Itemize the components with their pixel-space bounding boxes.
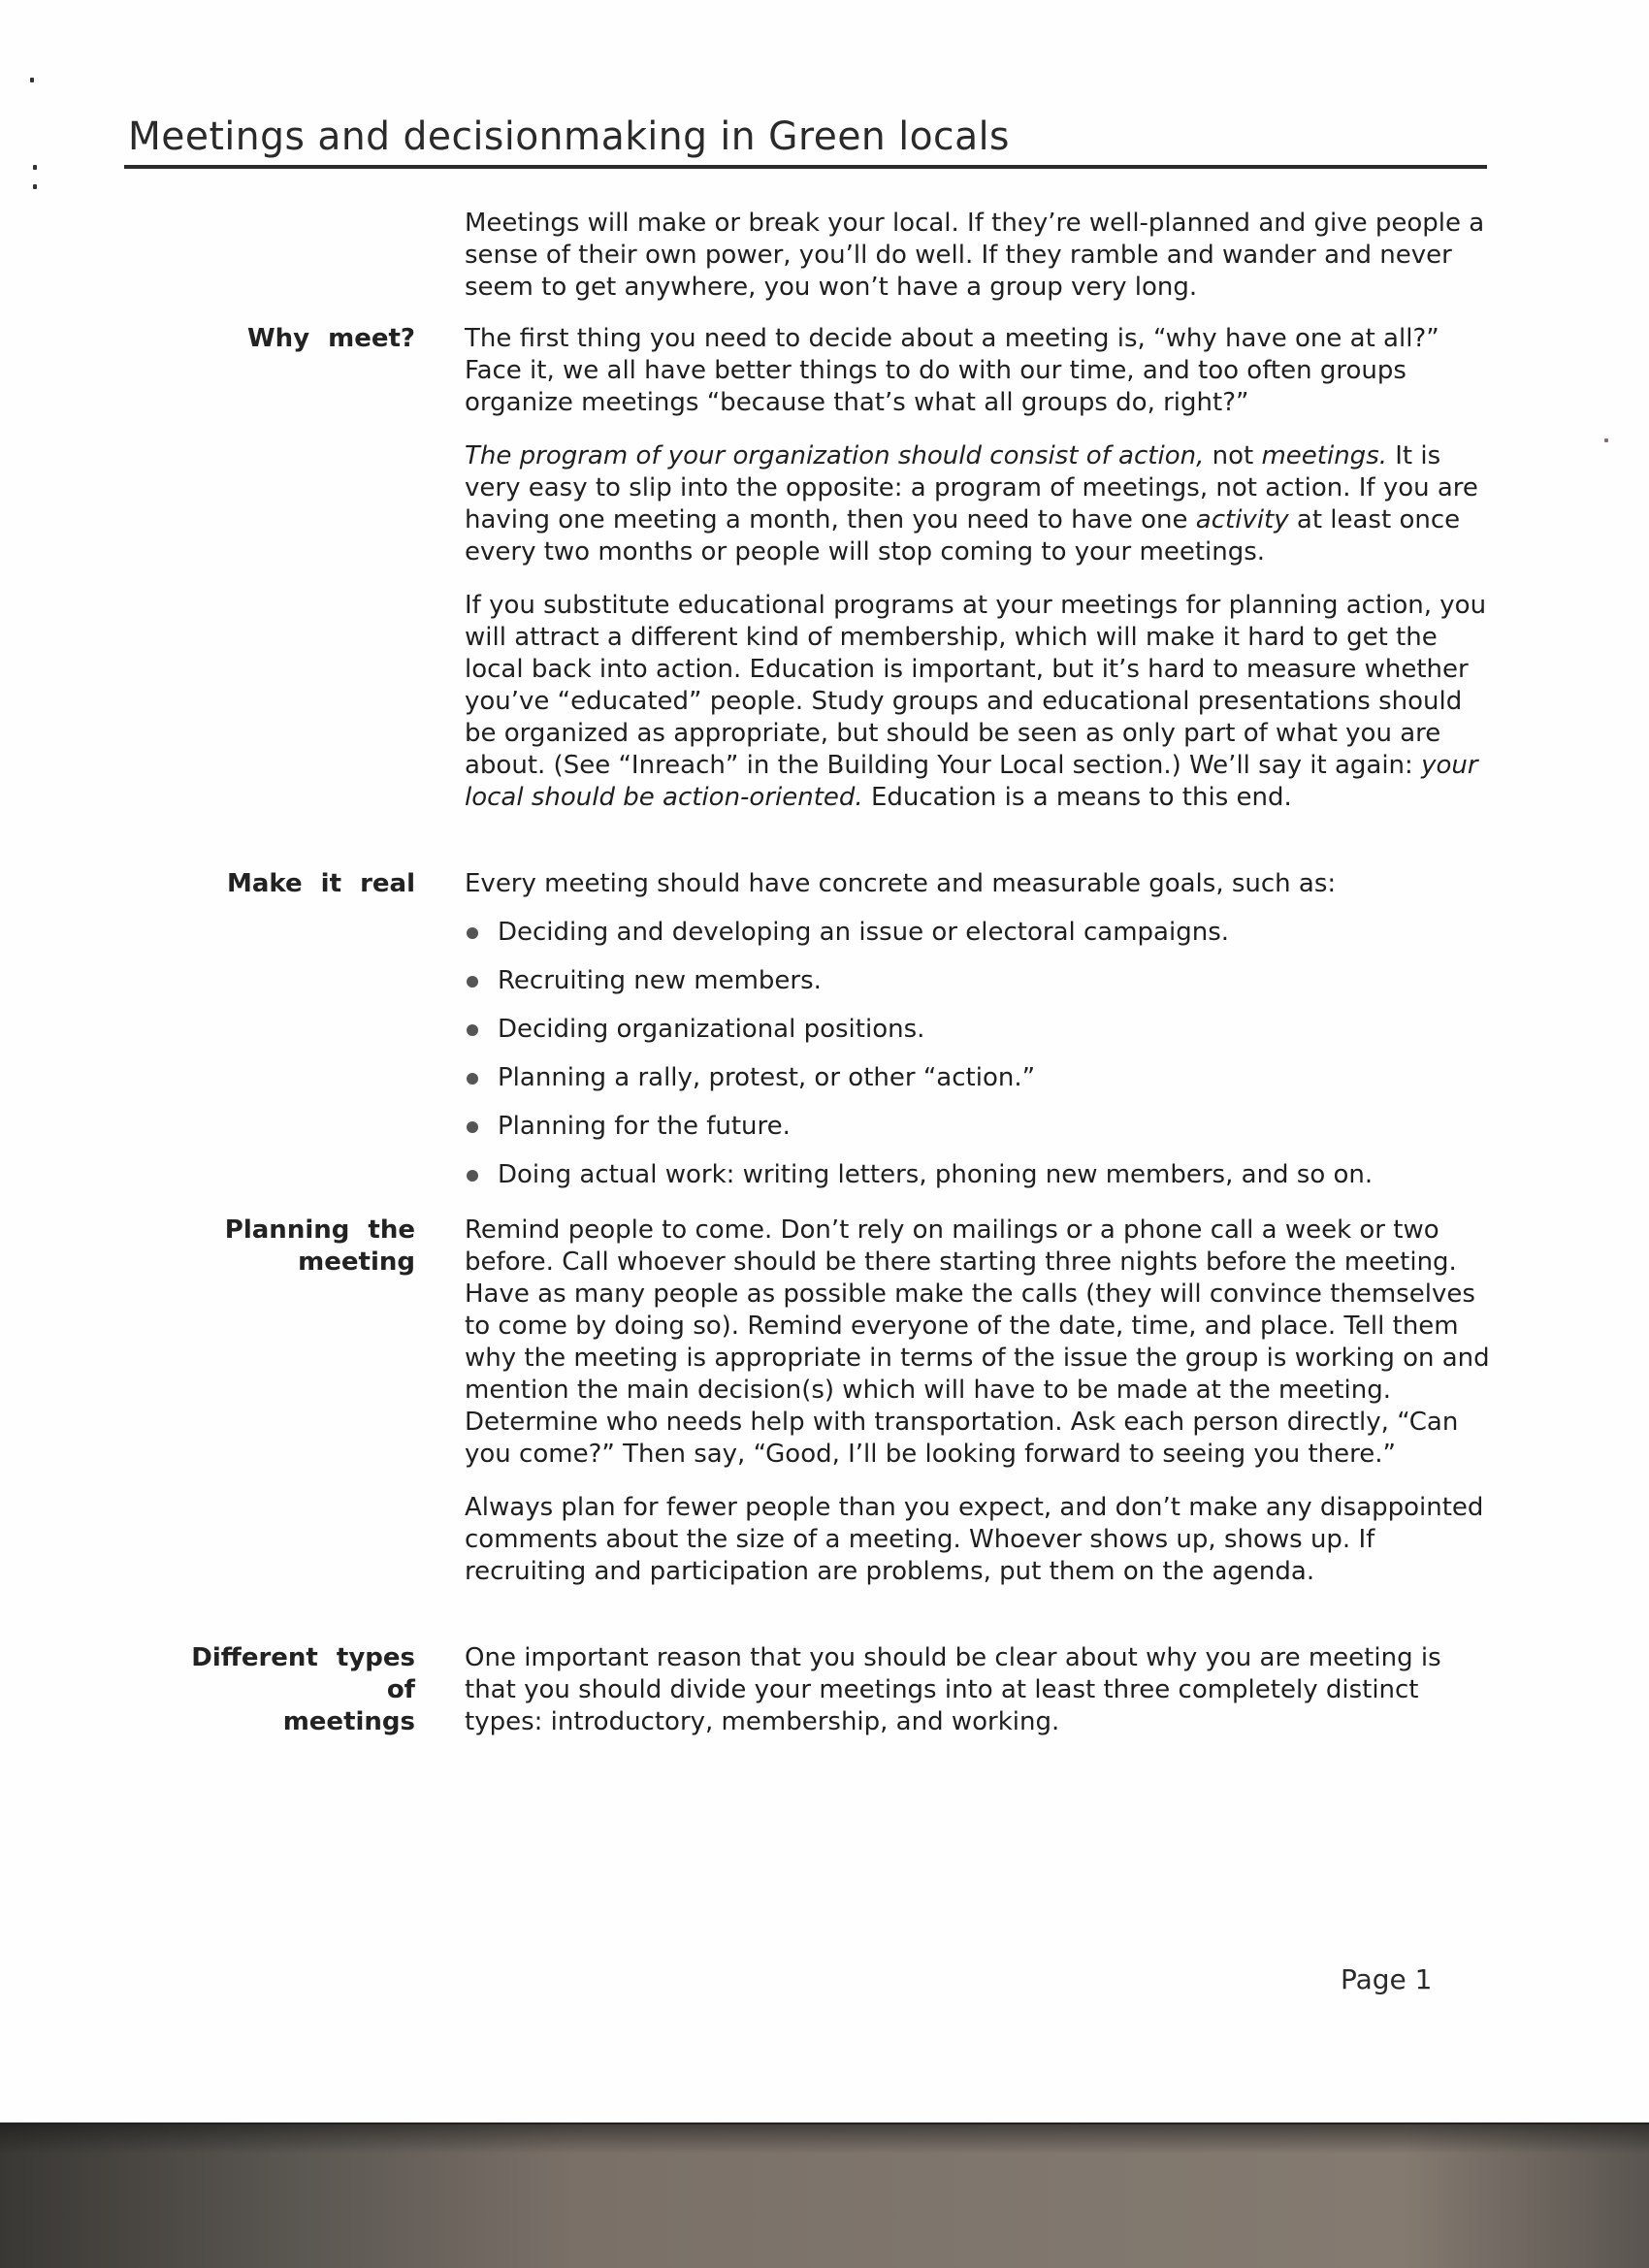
bullet-icon: [467, 1170, 478, 1182]
section-body: [465, 868, 1493, 1208]
bullet-icon: [467, 1073, 478, 1085]
paragraph: Always plan for fewer people than you expect, and don’t make any disappointed comments about the size of a meeting. Whoever shows up, shows up. If recruiting and participation are problems, put them on the agenda.: [465, 1493, 1484, 1586]
scan-speck: [33, 165, 37, 170]
section-heading: Make it real: [226, 869, 415, 898]
list-item: [465, 965, 1493, 997]
section-heading-line: Planning the: [224, 1215, 415, 1245]
bullet-icon: [467, 976, 478, 988]
paragraph: Every meeting should have concrete and measurable goals, such as:: [465, 869, 1337, 898]
scan-speck: [1604, 438, 1608, 442]
bullet-icon: [467, 1024, 478, 1036]
intro-body: [465, 208, 1493, 325]
paragraph-text: at least once every two months or people will stop coming to your meetings.: [465, 505, 1461, 567]
paragraph: One important reason that you should be clear about why you are meeting is that you should divide your meetings into at least three completely distinct types: introductory, membership, and working.: [465, 1643, 1441, 1736]
section-body: [465, 1215, 1493, 1609]
emphasis-text: your local should be action-oriented.: [465, 751, 1478, 812]
list-item-text: Doing actual work: writing letters, phoning new members, and so on.: [498, 1160, 1374, 1189]
paragraph: [465, 590, 1493, 814]
paragraph: Remind people to come. Don’t rely on mailings or a phone call a week or two before. Call whoever should be there starting three nights before the meeting. Have as many people as possible make the calls (they will convince themselves to come by doing so). Remind everyone of the date, time, and place. Tell them why the meeting is appropriate in terms of the issue the group is working on and mention the main decision(s) which will have to be made at the meeting. Determine who needs help with transportation. Ask each person directly, “Can you come?” Then say, “Good, I’ll be looking forward to seeing you there.”: [465, 1215, 1490, 1469]
list-item-text: Planning a rally, protest, or other “action.”: [498, 1063, 1036, 1092]
scanner-background: [0, 2124, 1649, 2268]
list-item: [465, 917, 1493, 949]
intro-paragraph: Meetings will make or break your local. If they’re well-planned and give people a sense of their own power, you’ll do well. If they ramble and wander and never seem to get anywhere, you won’t have a group very long.: [465, 209, 1485, 302]
paragraph-text: not: [1204, 441, 1262, 470]
list-item-text: Recruiting new members.: [498, 966, 822, 995]
list-item: [465, 1014, 1493, 1046]
paragraph-text: It is very easy to slip into the opposite: a program of meetings, not action. If you are having one meeting a month, then you need to have one: [465, 441, 1478, 535]
list-item-text: Deciding organizational positions.: [498, 1015, 925, 1044]
title-divider: [124, 165, 1487, 169]
section-heading-line: Different types of: [191, 1643, 415, 1704]
paragraph-text: Education is a means to this end.: [862, 783, 1292, 812]
section-body: [465, 323, 1493, 835]
paragraph: The first thing you need to decide about a meeting is, “why have one at all?” Face it, we all have better things to do with our time, and too often groups organize meetings “because that’s what all groups do, right?”: [465, 324, 1439, 417]
paragraph: [465, 440, 1493, 568]
section-heading: [163, 1215, 415, 1279]
list-item-text: Planning for the future.: [498, 1112, 791, 1141]
paragraph-text: If you substitute educational programs at your meetings for planning action, you will attract a different kind of membership, which will make it hard to get the local back into action. Education is important, but it’s hard to measure whether you’ve “educated” people. Study groups and educational presentations should be organized as appropriate, but should be seen as only part of what you are about. (See “Inreach” in the Building Your Local section.) We’ll say it again:: [465, 591, 1487, 780]
page-number: Page 1: [1341, 1963, 1433, 1995]
goals-list: [465, 917, 1493, 1191]
list-item: [465, 1111, 1493, 1143]
section-heading: [163, 1642, 415, 1738]
list-item-text: Deciding and developing an issue or electoral campaigns.: [498, 918, 1229, 947]
bullet-icon: [467, 1121, 478, 1133]
section-heading: Why meet?: [246, 324, 415, 353]
page-title: Meetings and decisionmaking in Green locals: [128, 114, 1010, 159]
scan-speck: [30, 78, 34, 82]
scan-speck: [33, 184, 37, 189]
list-item: [465, 1159, 1493, 1191]
emphasis-text: activity: [1195, 505, 1289, 535]
section-heading-line: meetings: [282, 1707, 415, 1736]
section-heading-line: meeting: [298, 1247, 415, 1277]
bullet-icon: [467, 927, 478, 939]
list-item: [465, 1062, 1493, 1094]
emphasis-text: The program of your organization should consist of action,: [465, 441, 1205, 470]
emphasis-text: meetings.: [1261, 441, 1387, 470]
section-body: [465, 1642, 1493, 1760]
